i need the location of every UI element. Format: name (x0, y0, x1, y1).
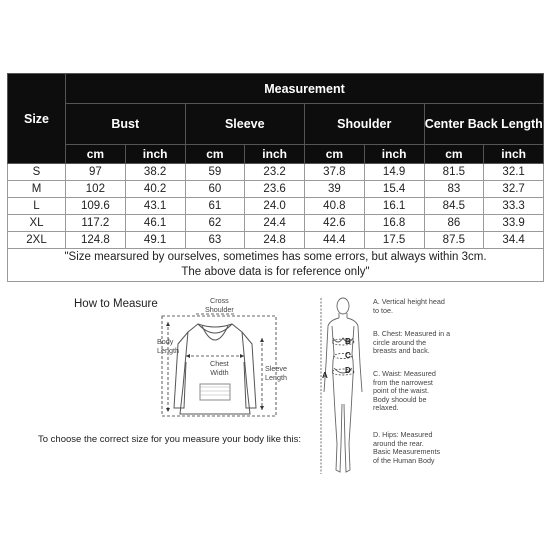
unit-header: inch (484, 145, 544, 164)
size-cell: 2XL (8, 232, 66, 249)
value-cell: 38.2 (125, 164, 185, 181)
body-description-line: of the Human Body (373, 455, 435, 465)
value-cell: 17.5 (364, 232, 424, 249)
value-cell: 59 (185, 164, 245, 181)
reference-note (8, 249, 544, 282)
marker-b: B (345, 337, 351, 346)
human-body-diagram (318, 294, 368, 484)
value-cell: 124.8 (66, 232, 126, 249)
value-cell: 32.7 (484, 181, 544, 198)
value-cell: 46.1 (125, 215, 185, 232)
cross-shoulder-label (205, 297, 234, 314)
value-cell: 109.6 (66, 198, 126, 215)
value-cell: 42.6 (305, 215, 365, 232)
unit-header: cm (185, 145, 245, 164)
how-to-measure-title: How to Measure (74, 298, 158, 310)
unit-header: cm (305, 145, 365, 164)
value-cell: 63 (185, 232, 245, 249)
body-length-label-line: Body (157, 337, 174, 346)
value-cell: 16.1 (364, 198, 424, 215)
body-description-0 (373, 298, 445, 315)
value-cell: 97 (66, 164, 126, 181)
value-cell: 84.5 (424, 198, 484, 215)
unit-header: cm (66, 145, 126, 164)
value-cell: 23.6 (245, 181, 305, 198)
size-header: Size (8, 74, 66, 164)
value-cell: 37.8 (305, 164, 365, 181)
value-cell: 83 (424, 181, 484, 198)
body-description-line: circle around the (373, 337, 427, 347)
body-length-label (157, 338, 179, 355)
header-row-groups (8, 104, 544, 145)
measurement-header: Measurement (66, 74, 544, 104)
sleeve-length-label-line: Sleeve (265, 364, 287, 373)
chest-width-label-line: Chest (210, 359, 229, 368)
group-header: Sleeve (185, 104, 305, 145)
value-cell: 102 (66, 181, 126, 198)
group-header: Bust (66, 104, 186, 145)
body-length-label-line: Length (157, 345, 179, 355)
body-description-1 (373, 330, 450, 356)
unit-header: cm (424, 145, 484, 164)
value-cell: 24.4 (245, 215, 305, 232)
value-cell: 81.5 (424, 164, 484, 181)
body-description-line: Basic Measurements (373, 447, 441, 456)
value-cell: 49.1 (125, 232, 185, 249)
table-row (8, 181, 544, 198)
body-description-line: from the narrowest (373, 377, 433, 387)
note-row (8, 249, 544, 282)
body-description-3 (373, 431, 440, 465)
value-cell: 44.4 (305, 232, 365, 249)
cross-shoulder-label-line: Shoulder (205, 304, 234, 314)
value-cell: 34.4 (484, 232, 544, 249)
body-description-line: around the rear. (373, 438, 424, 448)
body-description-line: point of the waist. (373, 386, 429, 395)
body-description-line: A. Vertical height head (373, 297, 445, 306)
body-description-line: B. Chest: Measured in a (373, 329, 451, 338)
unit-header: inch (125, 145, 185, 164)
table-row (8, 232, 544, 249)
chest-width-label-line: Width (210, 367, 229, 377)
sleeve-length-label (265, 365, 287, 382)
value-cell: 87.5 (424, 232, 484, 249)
size-cell: M (8, 181, 66, 198)
unit-header: inch (245, 145, 305, 164)
value-cell: 16.8 (364, 215, 424, 232)
size-chart-table (7, 73, 544, 282)
value-cell: 61 (185, 198, 245, 215)
body-description-2 (373, 370, 436, 413)
value-cell: 15.4 (364, 181, 424, 198)
value-cell: 39 (305, 181, 365, 198)
body-description-line: breasts and back. (373, 346, 430, 355)
size-cell: S (8, 164, 66, 181)
value-cell: 117.2 (66, 215, 126, 232)
value-cell: 33.3 (484, 198, 544, 215)
value-cell: 86 (424, 215, 484, 232)
body-description-line: relaxed. (373, 403, 399, 412)
value-cell: 62 (185, 215, 245, 232)
value-cell: 24.8 (245, 232, 305, 249)
reference-note-line: The above data is for reference only" (181, 266, 370, 278)
group-header: Shoulder (305, 104, 425, 145)
table-row (8, 164, 544, 181)
value-cell: 40.2 (125, 181, 185, 198)
chest-width-label (210, 360, 229, 377)
value-cell: 33.9 (484, 215, 544, 232)
size-cell: L (8, 198, 66, 215)
header-row-units (8, 145, 544, 164)
size-cell: XL (8, 215, 66, 232)
value-cell: 40.8 (305, 198, 365, 215)
table-row (8, 198, 544, 215)
value-cell: 32.1 (484, 164, 544, 181)
marker-d: D (345, 366, 351, 375)
body-measure-instruction: To choose the correct size for you measure your body like this: (38, 434, 301, 445)
table-row (8, 215, 544, 232)
value-cell: 24.0 (245, 198, 305, 215)
reference-note-line: "Size mearsured by ourselves, sometimes has some errors, but always within 3cm. (64, 251, 487, 263)
value-cell: 14.9 (364, 164, 424, 181)
value-cell: 60 (185, 181, 245, 198)
sleeve-length-label-line: Length (265, 372, 287, 382)
body-description-line: D. Hips: Measured (373, 430, 433, 439)
marker-a: A (322, 371, 328, 380)
cross-shoulder-label-line: Cross (210, 296, 229, 305)
body-description-line: C. Waist: Measured (373, 369, 436, 378)
body-description-line: to toe. (373, 305, 393, 315)
value-cell: 23.2 (245, 164, 305, 181)
body-description-line: Body shoould be (373, 394, 427, 404)
group-header: Center Back Length (424, 104, 544, 145)
value-cell: 43.1 (125, 198, 185, 215)
marker-c: C (345, 351, 351, 360)
header-row-measurement (8, 74, 544, 104)
unit-header: inch (364, 145, 424, 164)
